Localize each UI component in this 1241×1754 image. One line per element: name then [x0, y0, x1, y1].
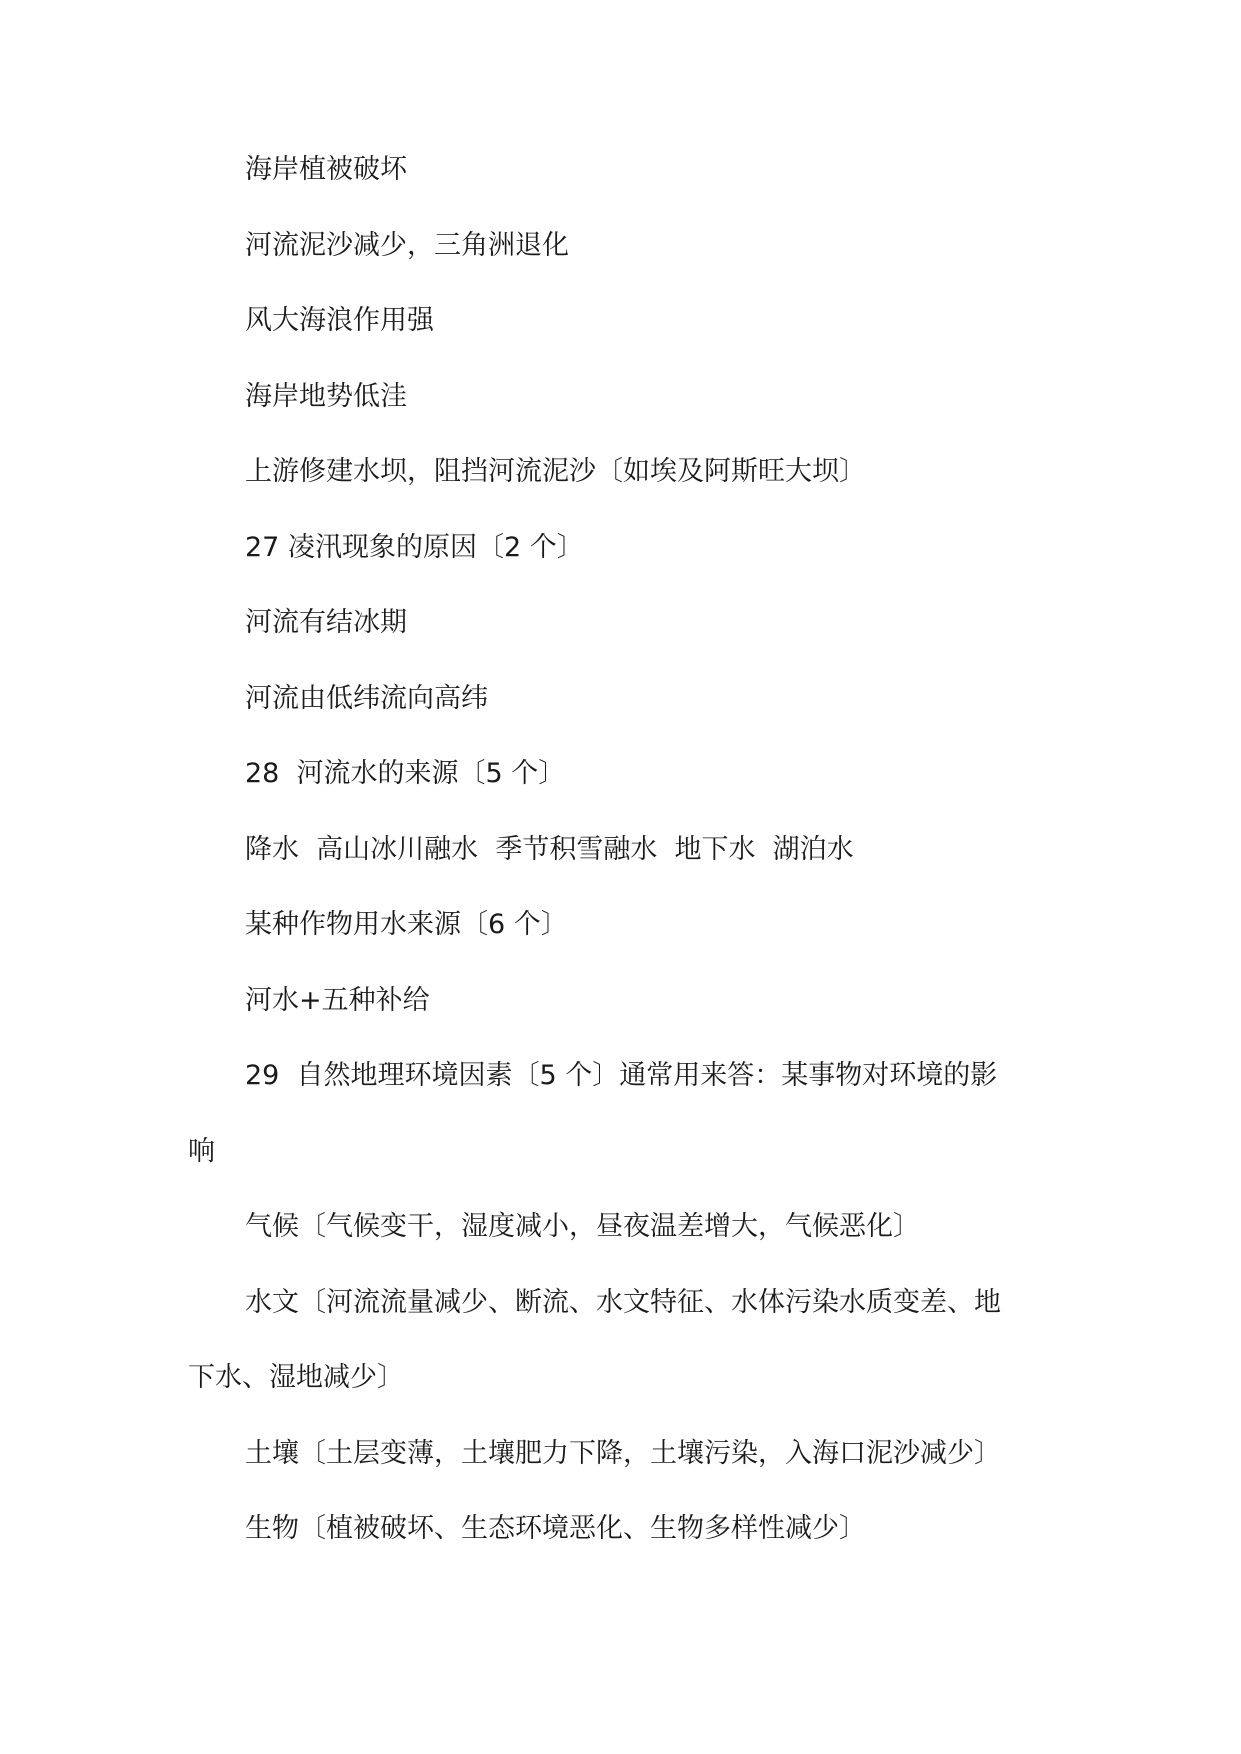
text-line: 河流有结冰期: [245, 607, 407, 638]
text-line: 气候〔气候变干，湿度减小，昼夜温差增大，气候恶化〕: [245, 1211, 920, 1242]
text-line: 下水、湿地减少〕: [188, 1362, 404, 1393]
text-line: 海岸植被破坏: [245, 154, 407, 185]
text-line: 响: [188, 1136, 215, 1167]
text-line: 海岸地势低洼: [245, 381, 407, 412]
text-line: 上游修建水坝，阻挡河流泥沙〔如埃及阿斯旺大坝〕: [245, 456, 866, 487]
text-line: 河水+五种补给: [245, 985, 430, 1016]
text-line: 水文〔河流流量减少、断流、水文特征、水体污染水质变差、地: [245, 1287, 1001, 1318]
text-line: 降水 高山冰川融水 季节积雪融水 地下水 湖泊水: [245, 834, 854, 865]
text-line: 风大海浪作用强: [245, 305, 434, 336]
text-line: 土壤〔土层变薄，土壤肥力下降，土壤污染，入海口泥沙减少〕: [245, 1438, 1001, 1469]
text-line: 某种作物用水来源〔6 个〕: [245, 909, 568, 940]
text-line: 29 自然地理环境因素〔5 个〕通常用来答：某事物对环境的影: [245, 1060, 998, 1091]
text-line: 河流由低纬流向高纬: [245, 683, 488, 714]
text-line: 河流泥沙减少，三角洲退化: [245, 230, 569, 261]
text-line: 27 凌汛现象的原因〔2 个〕: [245, 532, 584, 563]
text-line: 28 河流水的来源〔5 个〕: [245, 758, 566, 789]
text-line: 生物〔植被破坏、生态环境恶化、生物多样性减少〕: [245, 1513, 866, 1544]
